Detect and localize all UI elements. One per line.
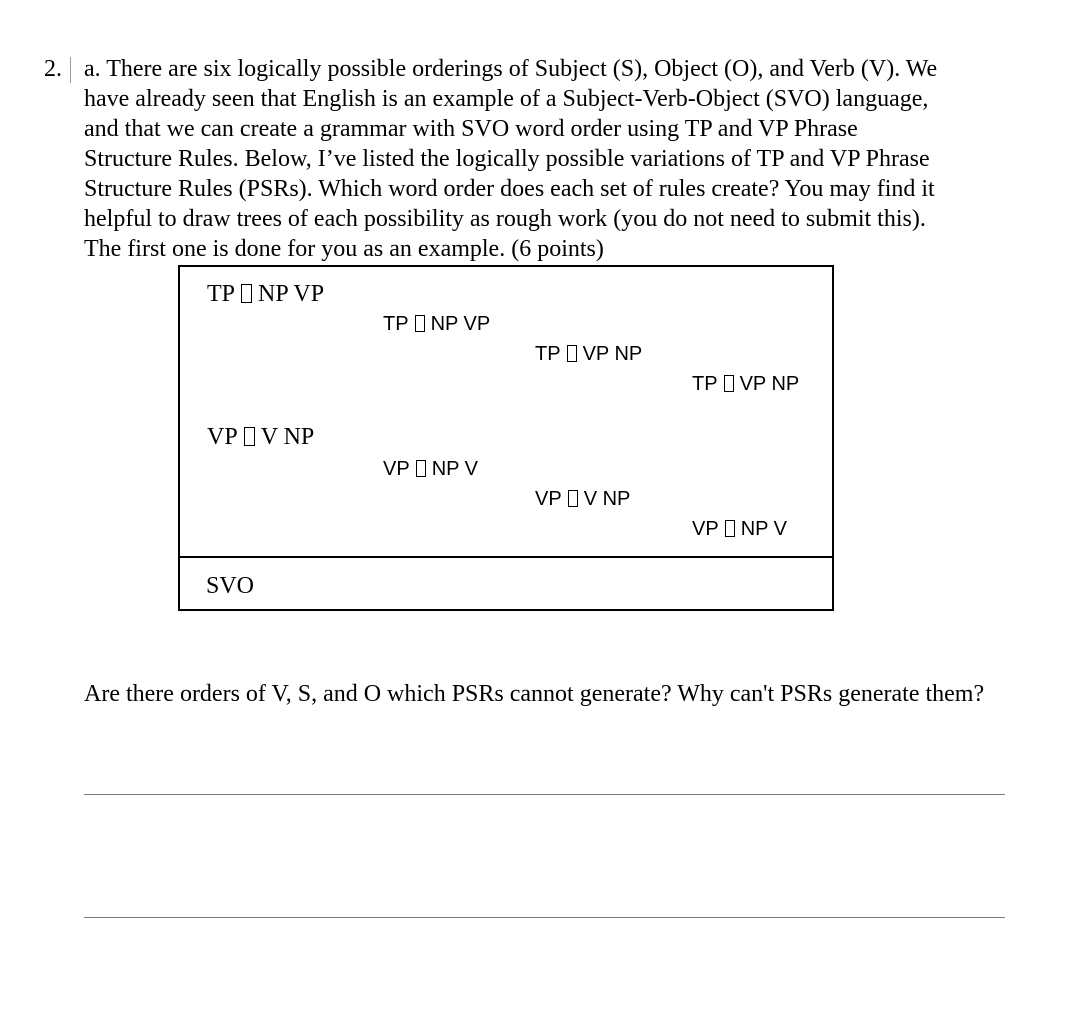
question-prompt — [84, 54, 1014, 264]
arrow-icon — [416, 460, 426, 477]
prompt-line: helpful to draw trees of each possibility as rough work (you do not need to submit this). — [84, 206, 926, 232]
tp-rule-2 — [383, 312, 490, 336]
prompt-line: Structure Rules (PSRs). Which word order does each set of rules create? You may find it — [84, 176, 935, 202]
tp-rule-rhs: NP VP — [430, 313, 491, 335]
vp-rule-lhs: VP — [207, 424, 238, 450]
answer-line[interactable] — [84, 917, 1005, 918]
arrow-icon — [415, 315, 425, 332]
vp-rule-lhs: VP — [692, 518, 719, 540]
tp-rule-rhs: VP NP — [582, 343, 643, 365]
vp-rule-lhs: VP — [383, 458, 410, 480]
tp-rule-lhs: TP — [207, 281, 236, 307]
tp-rule-rhs: NP VP — [258, 281, 325, 307]
tp-rule-lhs: TP — [383, 313, 409, 335]
vp-rule-1 — [207, 423, 314, 451]
prompt-line: have already seen that English is an example of a Subject-Verb-Object (SVO) language, — [84, 86, 929, 112]
arrow-icon — [725, 520, 735, 537]
question-number: 2. — [44, 56, 62, 82]
tp-rule-1 — [207, 280, 324, 308]
vp-rule-rhs: NP V — [740, 518, 788, 540]
tp-rule-3 — [535, 342, 642, 366]
arrow-icon — [244, 427, 255, 446]
table-divider — [178, 556, 834, 558]
vp-rule-rhs: V NP — [260, 424, 315, 450]
arrow-icon — [567, 345, 577, 362]
prompt-line: and that we can create a grammar with SVO word order using TP and VP Phrase — [84, 116, 858, 142]
vp-rule-rhs: NP V — [431, 458, 479, 480]
answer-line[interactable] — [84, 794, 1005, 795]
prompt-line: a. There are six logically possible orderings of Subject (S), Object (O), and Verb (V). We — [84, 56, 938, 82]
arrow-icon — [241, 284, 252, 303]
tp-rule-rhs: VP NP — [739, 373, 800, 395]
tp-rule-4 — [692, 372, 799, 396]
vp-rule-lhs: VP — [535, 488, 562, 510]
vp-rule-2 — [383, 457, 478, 481]
followup-question: Are there orders of V, S, and O which PSRs cannot generate? Why can't PSRs generate them? — [84, 681, 985, 707]
prompt-line: Structure Rules. Below, I’ve listed the logically possible variations of TP and VP Phrase — [84, 146, 930, 172]
arrow-icon — [724, 375, 734, 392]
vp-rule-rhs: V NP — [583, 488, 631, 510]
arrow-icon — [568, 490, 578, 507]
tp-rule-lhs: TP — [692, 373, 718, 395]
text-cursor — [70, 57, 71, 83]
vp-rule-3 — [535, 487, 630, 511]
tp-rule-lhs: TP — [535, 343, 561, 365]
vp-rule-4 — [692, 517, 787, 541]
prompt-line: The first one is done for you as an example. (6 points) — [84, 236, 604, 262]
answer-cell-example[interactable]: SVO — [206, 573, 255, 599]
